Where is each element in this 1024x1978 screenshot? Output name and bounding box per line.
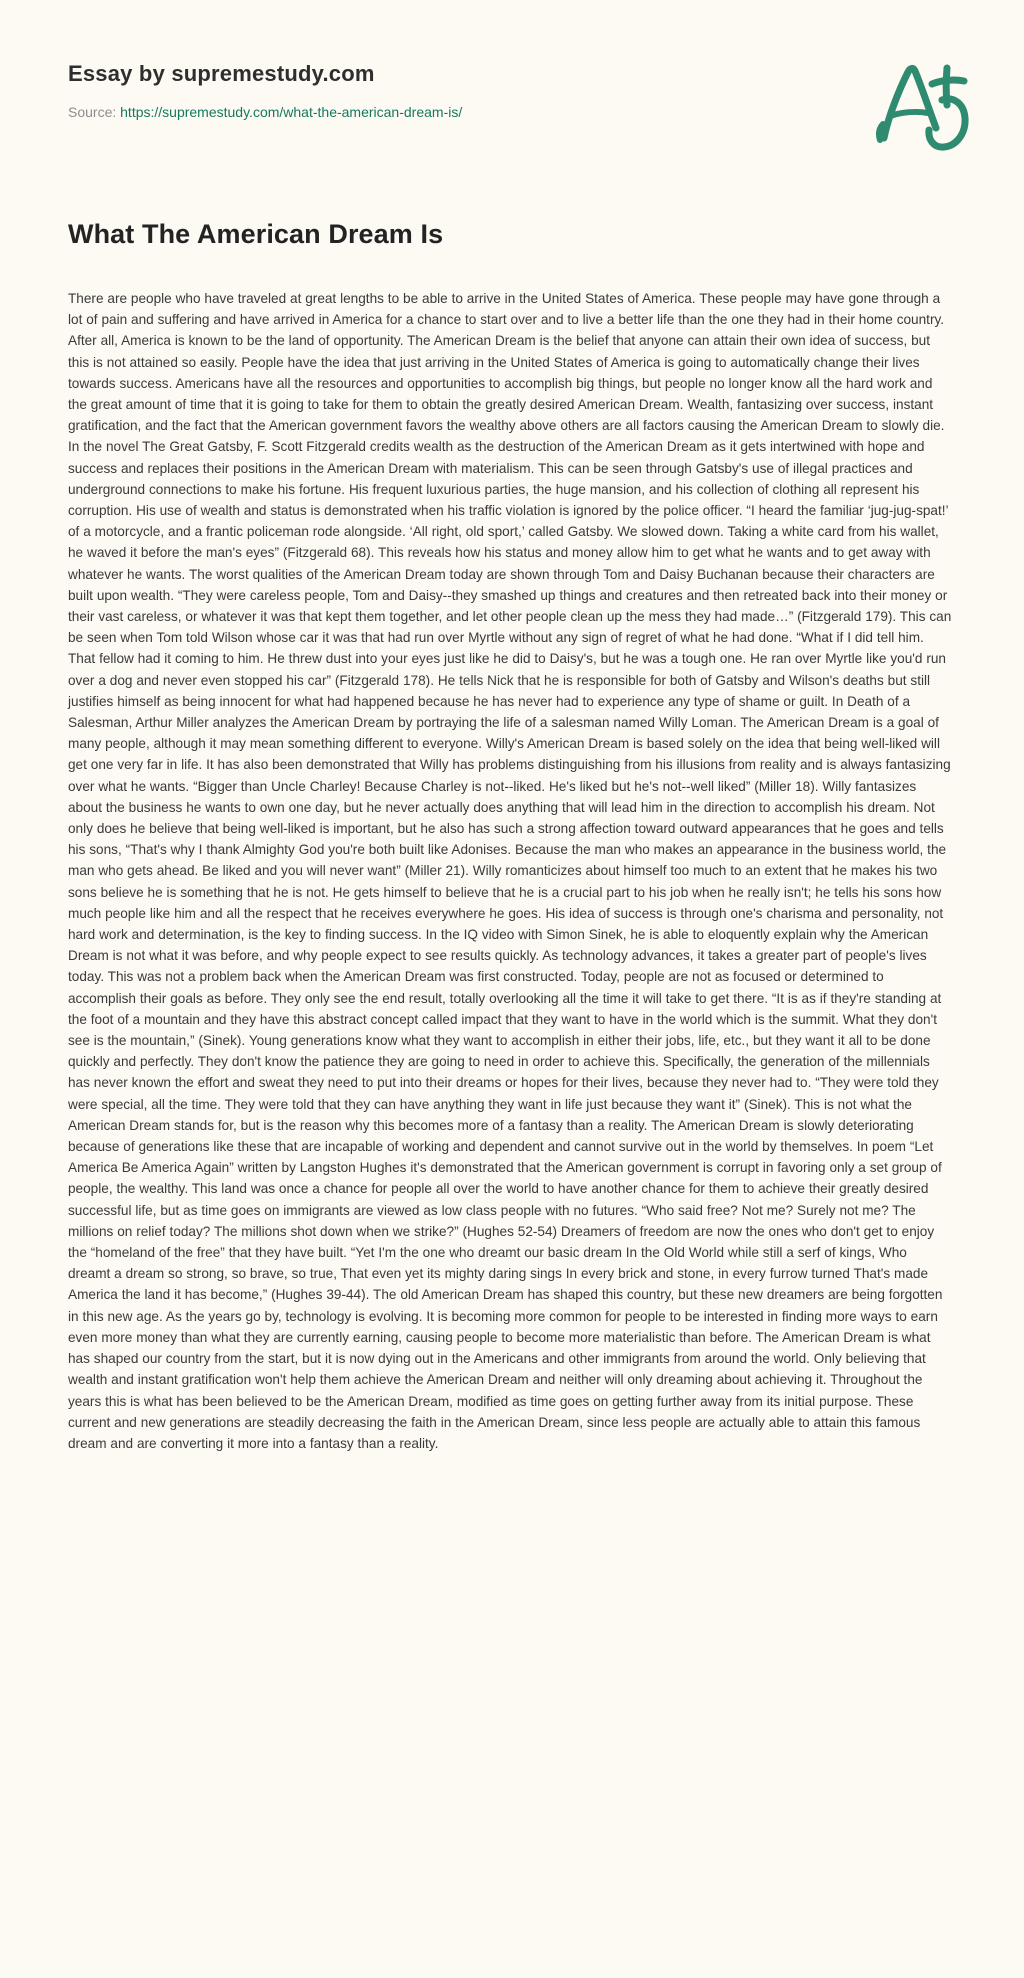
source-line bbox=[68, 103, 956, 123]
page-title: What The American Dream Is bbox=[68, 219, 444, 250]
essay-paragraph: There are people who have traveled at great lengths to be able to arrive in the United States of America. These people may have gone through a lot of pain and suffering and have arrived in America for a chance to start over and to live a better life than the one they had in their home country. After all, America is known to be the land of opportunity. The American Dream is the belief that anyone can attain their own idea of success, but this is not attained so easily. People have the idea that just arriving in the United States of America is going to automatically change their lives towards success. Americans have all the resources and opportunities to accomplish big things, but people no longer know all the hard work and the great amount of time that it is going to take for them to obtain the greatly desired American Dream. Wealth, fantasizing over success, instant gratification, and the fact that the American government favors the wealthy above others are all factors causing the American Dream to slowly die. In the novel The Great Gatsby, F. Scott Fitzgerald credits wealth as the destruction of the American Dream as it gets intertwined with hope and success and replaces their positions in the American Dream with materialism. This can be seen through Gatsby's use of illegal practices and underground connections to make his fortune. His frequent luxurious parties, the huge mansion, and his collection of clothing all represent his corruption. His use of wealth and status is demonstrated when his traffic violation is ignored by the police officer. “I heard the familiar ‘jug-jug-spat!’ of a motorcycle, and a frantic policeman rode alongside. ‘All right, old sport,’ called Gatsby. We slowed down. Taking a white card from his wallet, he waved it before the man's eyes” (Fitzgerald 68). This reveals how his status and money allow him to get what he wants and to get away with whatever he wants. The worst qualities of the American Dream today are shown through Tom and Daisy Buchanan because their characters are built upon wealth. “They were careless people, Tom and Daisy--they smashed up things and creatures and then retreated back into their money or their vast careless, or whatever it was that kept them together, and let other people clean up the mess they had made…” (Fitzgerald 179). This can be seen when Tom told Wilson whose car it was that had run over Myrtle without any sign of regret of what he had done. “What if I did tell him. That fellow had it coming to him. He threw dust into your eyes just like he did to Daisy's, but he was a tough one. He ran over Myrtle like you'd run over a dog and never even stopped his car” (Fitzgerald 178). He tells Nick that he is responsible for both of Gatsby and Wilson's deaths but still justifies himself as being innocent for what had happened because he has never had to experience any type of shame or guilt. In Death of a Salesman, Arthur Miller analyzes the American Dream by portraying the life of a salesman named Willy Loman. The American Dream is a goal of many people, although it may mean something different to everyone. Willy's American Dream is based solely on the idea that being well-liked will get one very far in life. It has also been demonstrated that Willy has problems distinguishing from his illusions from reality and is always fantasizing over what he wants. “Bigger than Uncle Charley! Because Charley is not--liked. He's liked but he's not--well liked” (Miller 18). Willy fantasizes about the business he wants to own one day, but he never actually does anything that will lead him in the direction to accomplish his dream. Not only does he believe that being well-liked is important, but he also has such a strong affection toward outward appearances that he goes and tells his sons, “That's why I thank Almighty God you're both built like Adonises. Because the man who makes an appearance in the business world, the man who gets ahead. Be liked and you will never want” (Miller 21). Willy romanticizes about himself too much to an extent that he makes his two sons believe he is something that he is not. He gets himself to believe that he is a crucial part to his job when he really isn't; he tells his sons how much people like him and all the respect that he receives everywhere he goes. His idea of success is through one's charisma and personality, not hard work and determination, is the key to finding success. In the IQ video with Simon Sinek, he is able to eloquently explain why the American Dream is not what it was before, and why people expect to see results quickly. As technology advances, it takes a greater part of people's lives today. This was not a problem back when the American Dream was first constructed. Today, people are not as focused or determined to accomplish their goals as before. They only see the end result, totally overlooking all the time it will take to get there. “It is as if they're standing at the foot of a mountain and they have this abstract concept called impact that they want to have in the world which is the summit. What they don't see is the mountain,” (Sinek). Young generations know what they want to accomplish in either their jobs, life, etc., but they want it all to be done quickly and perfectly. They don't know the patience they are going to need in order to achieve this. Specifically, the generation of the millennials has never known the effort and sweat they need to put into their dreams or hopes for their lives, because they never had to. “They were told they were special, all the time. They were told that they can have anything they want in life just because they want it” (Sinek). This is not what the American Dream stands for, but is the reason why this becomes more of a fantasy than a reality. The American Dream is slowly deteriorating because of generations like these that are incapable of working and dependent and cannot survive out in the world by themselves. In poem “Let America Be America Again” written by Langston Hughes it's demonstrated that the American government is corrupt in favoring only a set group of people, the wealthy. This land was once a chance for people all over the world to have another chance for them to achieve their greatly desired successful life, but as time goes on immigrants are viewed as low class people with no futures. “Who said free? Not me? Surely not me? The millions on relief today? The millions shot down when we strike?” (Hughes 52-54) Dreamers of freedom are now the ones who don't get to enjoy the “homeland of the free” that they have built. “Yet I'm the one who dreamt our basic dream In the Old World while still a serf of kings, Who dreamt a dream so strong, so brave, so true, That even yet its mighty daring sings In every brick and stone, in every furrow turned That's made America the land it has become,” (Hughes 39-44). The old American Dream has shaped this country, but these new dreamers are being forgotten in this new age. As the years go by, technology is evolving. It is becoming more common for people to be interested in finding more ways to earn even more money than what they are currently earning, causing people to become more materialistic than before. The American Dream is what has shaped our country from the start, but it is now dying out in the Americans and other immigrants from around the world. Only believing that wealth and instant gratification won't help them achieve the American Dream and neither will only dreaming about achieving it. Throughout the years this is what has been believed to be the American Dream, modified as time goes on getting further away from its initial purpose. These current and new generations are steadily decreasing the faith in the American Dream, since less people are actually able to attain this famous dream and are converting it more into a fantasy than a reality. bbox=[68, 290, 952, 1451]
masthead bbox=[0, 0, 1024, 122]
source-label: Source: bbox=[68, 103, 121, 120]
a-plus-grade-logo-icon bbox=[850, 42, 980, 162]
source-url-link[interactable]: https://supremestudy.com/what-the-american-dream-is/ bbox=[120, 103, 463, 120]
brand-title: Essay by supremestudy.com bbox=[68, 61, 375, 86]
essay-body bbox=[0, 252, 1024, 1494]
